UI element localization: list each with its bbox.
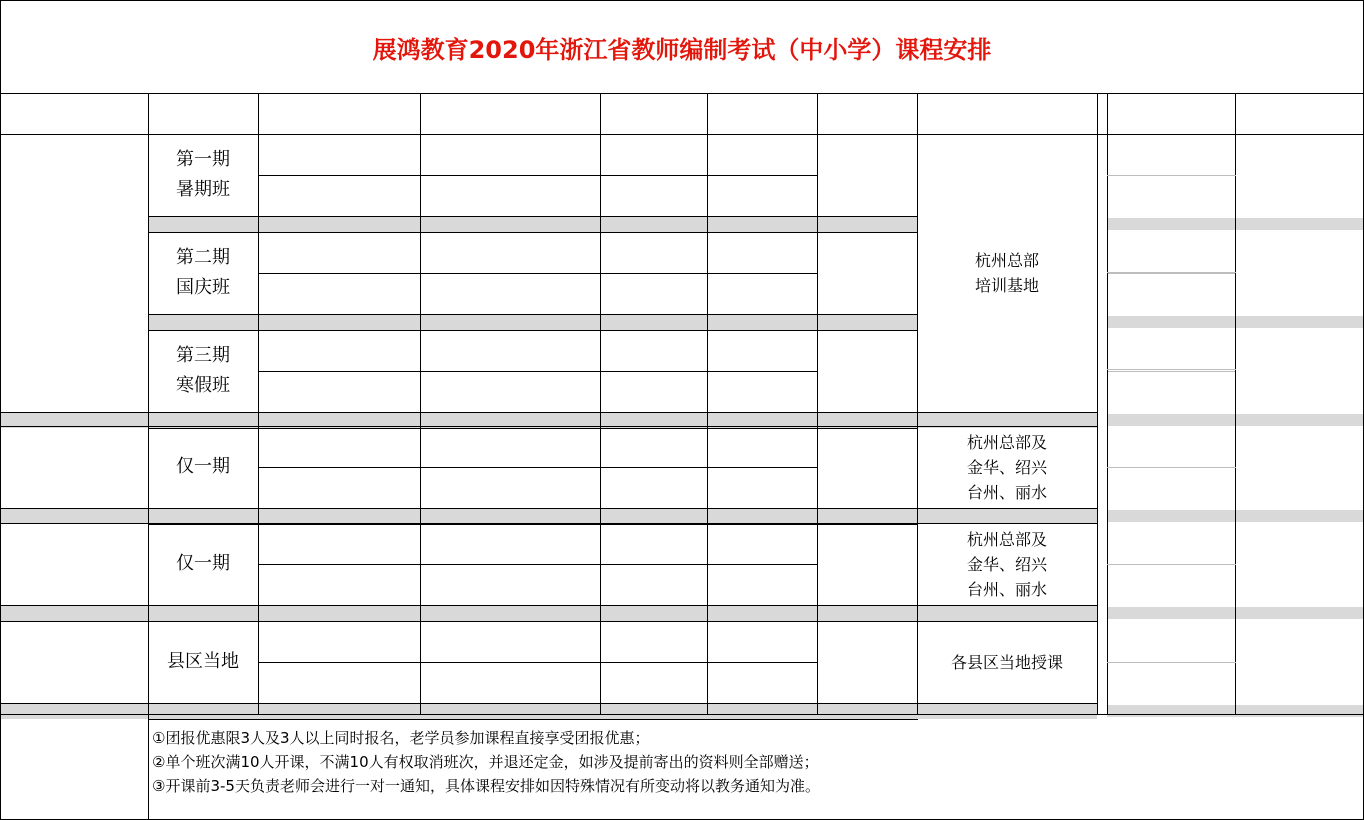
class-stage-name	[1, 523, 148, 605]
grid-line	[1107, 564, 1236, 565]
single-price	[707, 564, 817, 605]
grid-line	[1107, 175, 1236, 176]
class-address	[917, 621, 1097, 703]
course-days	[600, 662, 707, 703]
separator-row	[148, 314, 917, 330]
course-subject	[258, 523, 420, 564]
column-header	[148, 94, 258, 134]
group-two-discount	[1235, 232, 1363, 314]
class-address-line: 台州、丽水	[966, 482, 1047, 502]
course-days	[600, 523, 707, 564]
period-label	[148, 232, 258, 314]
course-subject	[258, 232, 420, 273]
group-one-discount	[1107, 273, 1235, 314]
grid-line	[148, 714, 149, 820]
group-one-discount	[1107, 523, 1235, 564]
course-time	[420, 330, 600, 371]
grid-line	[148, 216, 918, 217]
period-label	[148, 621, 258, 703]
column-header	[1107, 94, 1235, 134]
course-subject	[258, 467, 420, 508]
period-label-line: 暑期班	[176, 179, 230, 200]
column-header	[600, 94, 707, 134]
column-header	[917, 94, 1097, 134]
single-price	[707, 232, 817, 273]
grid-line	[1107, 93, 1108, 715]
single-price	[707, 467, 817, 508]
period-label-line: 第二期	[176, 247, 230, 268]
grid-line	[0, 714, 1364, 715]
course-subject	[258, 426, 420, 467]
column-header	[817, 94, 917, 134]
single-price	[707, 662, 817, 703]
note-line: ②单个班次满10人开课，不满10人有权取消班次，并退还定金，如涉及提前寄出的资料则全部赠送；	[152, 753, 819, 771]
grid-line	[917, 93, 918, 715]
class-address-line: 培训基地	[974, 276, 1039, 295]
column-header	[258, 94, 420, 134]
single-price	[707, 134, 817, 175]
course-days	[600, 330, 707, 371]
page-title: 展鸿教育2020年浙江省教师编制考试（中小学）课程安排	[372, 35, 992, 64]
grid-line	[0, 0, 1364, 1]
separator-row	[1, 605, 1097, 621]
single-price	[707, 175, 817, 216]
grid-line	[0, 93, 1364, 94]
class-address-line: 金华、绍兴	[966, 554, 1047, 574]
group-one-discount	[1107, 371, 1235, 412]
grid-line	[1, 703, 1098, 704]
period-label	[148, 134, 258, 216]
grid-line	[0, 134, 1364, 135]
course-subject	[258, 175, 420, 216]
course-days	[600, 175, 707, 216]
joint-price	[817, 232, 917, 314]
period-label-line: 第一期	[176, 149, 230, 170]
course-days	[600, 426, 707, 467]
class-stage-name	[1, 426, 148, 508]
course-time	[420, 662, 600, 703]
joint-price	[817, 330, 917, 412]
single-price	[707, 621, 817, 662]
period-label	[148, 426, 258, 508]
single-price	[707, 330, 817, 371]
class-address-line: 金华、绍兴	[966, 457, 1047, 477]
single-price	[707, 371, 817, 412]
grid-line	[707, 93, 708, 715]
course-subject	[258, 621, 420, 662]
period-label	[148, 523, 258, 605]
course-subject	[258, 134, 420, 175]
period-label-line: 第三期	[176, 345, 230, 366]
single-price	[707, 273, 817, 314]
grid-line	[1, 426, 1098, 427]
grid-line	[148, 93, 149, 715]
group-two-discount	[1235, 330, 1363, 412]
separator-row	[148, 216, 917, 232]
notes-label	[1, 714, 148, 819]
grid-line	[1235, 93, 1236, 715]
group-one-discount	[1107, 175, 1235, 216]
grid-line	[600, 93, 601, 715]
grid-line	[817, 93, 818, 715]
period-label-line: 仅一期	[176, 553, 230, 574]
note-line: ①团报优惠限3人及3人以上同时报名，老学员参加课程直接享受团报优惠；	[152, 729, 650, 747]
course-days	[600, 371, 707, 412]
class-address-line: 各县区当地授课	[950, 652, 1063, 672]
course-time	[420, 621, 600, 662]
joint-price	[817, 426, 917, 508]
group-one-discount	[1107, 232, 1235, 273]
column-header	[1235, 94, 1363, 134]
course-days	[600, 467, 707, 508]
grid-line	[1107, 467, 1236, 468]
group-one-discount	[1107, 330, 1235, 371]
class-address-line: 台州、丽水	[966, 579, 1047, 599]
group-one-discount	[1107, 134, 1235, 175]
joint-price	[817, 523, 917, 605]
course-time	[420, 523, 600, 564]
course-days	[600, 621, 707, 662]
note-line: ③开课前3-5天负责老师会进行一对一通知，具体课程安排如因特殊情况有所变动将以教务通知为准。	[152, 777, 820, 795]
class-address-line: 杭州总部	[974, 251, 1039, 270]
course-days	[600, 564, 707, 605]
single-price	[707, 426, 817, 467]
class-address-line: 杭州总部及	[966, 432, 1047, 452]
grid-line	[1107, 662, 1236, 663]
group-two-discount	[1235, 134, 1363, 216]
course-time	[420, 175, 600, 216]
group-two-discount	[1235, 523, 1363, 605]
grid-line	[1, 508, 1098, 509]
course-days	[600, 273, 707, 314]
column-header	[420, 94, 600, 134]
course-time	[420, 134, 600, 175]
course-time	[420, 426, 600, 467]
group-one-discount	[1107, 662, 1235, 703]
period-label-line: 寒假班	[176, 375, 230, 396]
period-label-line: 仅一期	[176, 456, 230, 477]
course-subject	[258, 662, 420, 703]
class-stage-name	[1, 134, 148, 412]
grid-line	[420, 93, 421, 715]
grid-line	[1107, 272, 1236, 273]
course-time	[420, 232, 600, 273]
grid-line	[258, 93, 259, 715]
single-price	[707, 523, 817, 564]
grid-line	[1, 621, 1098, 622]
course-subject	[258, 371, 420, 412]
course-time	[420, 273, 600, 314]
class-stage-name	[1, 621, 148, 703]
joint-price	[817, 134, 917, 216]
column-header	[1, 94, 148, 134]
class-address	[917, 426, 1097, 508]
course-subject	[258, 564, 420, 605]
grid-line	[1107, 369, 1236, 370]
group-one-discount	[1107, 467, 1235, 508]
course-subject	[258, 330, 420, 371]
course-days	[600, 134, 707, 175]
grid-line	[1, 605, 1098, 606]
grid-line	[1097, 93, 1098, 715]
notes-content	[148, 714, 1363, 819]
grid-line	[0, 0, 1, 820]
course-days	[600, 232, 707, 273]
course-time	[420, 467, 600, 508]
column-header	[707, 94, 817, 134]
period-label	[148, 330, 258, 412]
period-label-line: 县区当地	[167, 651, 239, 672]
group-one-discount	[1107, 564, 1235, 605]
class-address	[917, 523, 1097, 605]
class-address	[917, 134, 1097, 412]
course-time	[420, 371, 600, 412]
joint-price	[817, 621, 917, 703]
course-time	[420, 564, 600, 605]
group-two-discount	[1235, 621, 1363, 703]
period-label-line: 国庆班	[176, 277, 230, 298]
grid-line	[1, 412, 1098, 413]
grid-line	[1, 523, 1098, 524]
group-one-discount	[1107, 426, 1235, 467]
group-two-discount	[1235, 426, 1363, 508]
class-address-line: 杭州总部及	[966, 529, 1047, 549]
grid-line	[148, 314, 918, 315]
group-one-discount	[1107, 621, 1235, 662]
separator-row	[1, 508, 1097, 524]
course-subject	[258, 273, 420, 314]
